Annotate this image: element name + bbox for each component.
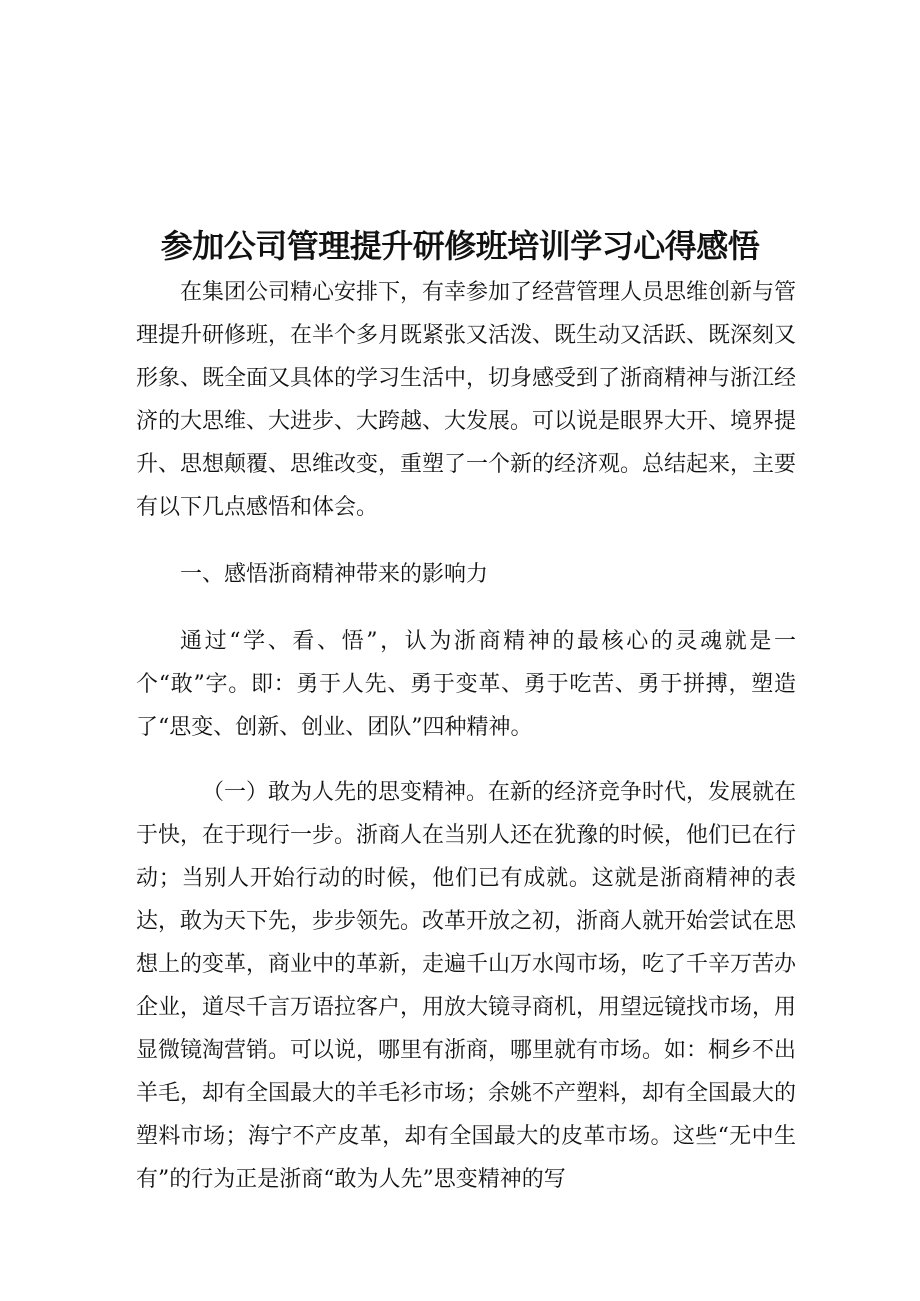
document-title: 参加公司管理提升研修班培训学习心得感悟: [160, 227, 760, 265]
document-body: [136, 271, 796, 1201]
subsection-paragraph: （一）敢为人先的思变精神。在新的经济竞争时代，发展就在于快，在于现行一步。浙商人在当别人还在犹豫的时候，他们已在行动；当别人开始行动的时候，他们已有成就。这就是浙商精神的表达，敢为天下先，步步领先。改革开放之初，浙商人就开始尝试在思想上的变革，商业中的革新，走遍千山万水闯市场，吃了千辛万苦办企业，道尽千言万语拉客户，用放大镜寻商机，用望远镜找市场，用显微镜淘营销。可以说，哪里有浙商，哪里就有市场。如：桐乡不出羊毛，却有全国最大的羊毛衫市场；余姚不产塑料，却有全国最大的塑料市场；海宁不产皮革，却有全国最大的皮革市场。这些“无中生有”的行为正是浙商“敢为人先”思变精神的写: [136, 780, 797, 1192]
section-heading: 一、感悟浙商精神带来的影响力: [180, 562, 489, 587]
intro-paragraph: 在集团公司精心安排下，有幸参加了经营管理人员思维创新与管理提升研修班，在半个多月既紧张又活泼、既生动又活跃、既深刻又形象、既全面又具体的学习生活中，切身感受到了浙商精神与浙江经济的大思维、大进步、大跨越、大发展。可以说是眼界大开、境界提升、思想颠覆、思维改变，重塑了一个新的经济观。总结起来，主要有以下几点感悟和体会。: [136, 280, 797, 520]
section-intro-paragraph: 通过“学、看、悟”，认为浙商精神的最核心的灵魂就是一个“敢”字。即：勇于人先、勇于变革、勇于吃苦、勇于拼搏，塑造了“思变、创新、创业、团队”四种精神。: [136, 629, 796, 740]
